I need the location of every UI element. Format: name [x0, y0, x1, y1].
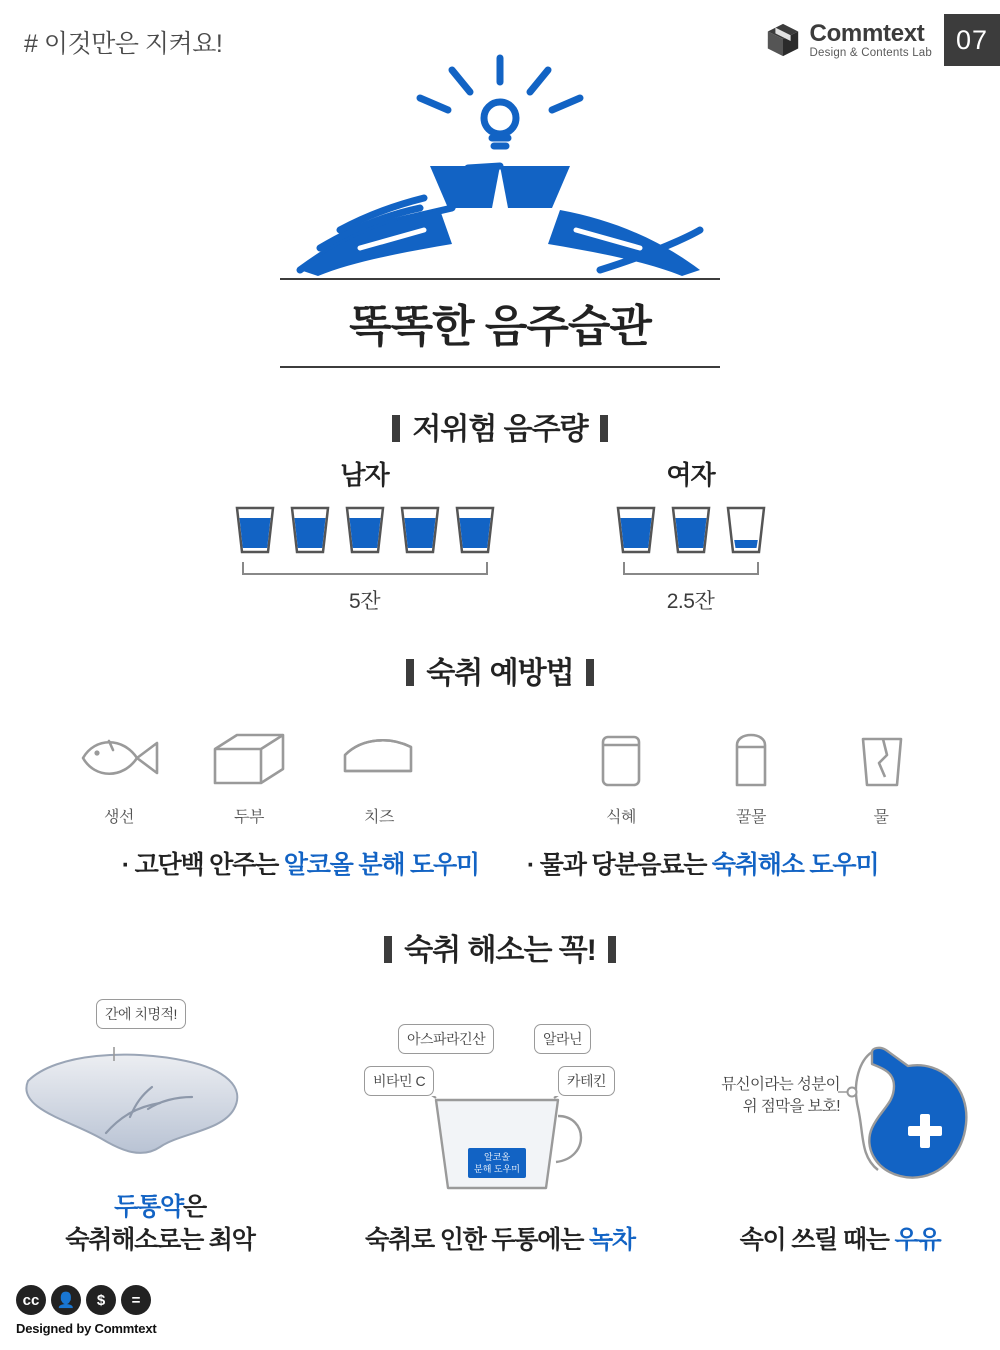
sikhye-can-icon: [575, 725, 667, 791]
title-block: [0, 278, 1000, 368]
glass-full-icon: [287, 504, 333, 556]
credit-text: Designed by Commtext: [16, 1321, 157, 1336]
svg-text:분해 도우미: 분해 도우미: [474, 1164, 520, 1174]
drink-label: 물: [873, 809, 889, 826]
caption-protein: [122, 845, 479, 881]
food-item: [333, 725, 425, 827]
cure-stomach-prefix: 속이 쓰릴 때는: [739, 1226, 895, 1254]
stomach-note-line2: 위 점막을 보호!: [742, 1098, 840, 1116]
men-group: [232, 455, 498, 615]
fish-icon: [73, 725, 165, 791]
glass-full-icon: [452, 504, 498, 556]
cheers-hands-icon: [0, 48, 1000, 278]
cc-nd-icon: =: [121, 1285, 151, 1315]
food-label: 치즈: [364, 809, 394, 826]
tofu-icon: [203, 725, 295, 791]
water-glass-icon: [835, 725, 927, 791]
low-risk-amounts: [0, 455, 1000, 615]
caption-drinks: [527, 845, 878, 881]
caption-protein-highlight: 알코올 분해 도우미: [283, 851, 479, 879]
cc-by-icon: 👤: [51, 1285, 81, 1315]
glass-full-icon: [342, 504, 388, 556]
food-item: [203, 725, 295, 827]
cure-liver-line2: 숙취해소로는 최악: [65, 1226, 255, 1254]
women-bracket: [621, 562, 761, 578]
glass-full-icon: [397, 504, 443, 556]
section-heading-cure-text: 숙취 해소는 꼭!: [404, 934, 596, 967]
cure-stomach-highlight: 우유: [894, 1226, 941, 1254]
cure-item-liver: [0, 985, 320, 1257]
cure-text-liver: [0, 1191, 320, 1257]
food-label: 두부: [234, 809, 264, 826]
honey-water-icon: [705, 725, 797, 791]
stomach-note: [680, 1074, 840, 1119]
cure-liver-rest: 은: [182, 1193, 206, 1221]
prevention-captions: [0, 845, 1000, 881]
glass-full-icon: [613, 504, 659, 556]
women-group: [613, 455, 769, 615]
page-number: 07: [944, 14, 1000, 66]
green-tea-art: [340, 1018, 660, 1218]
protein-food-group: [73, 725, 425, 827]
drink-item: [835, 725, 927, 827]
heading-bar-left: [406, 659, 414, 686]
men-amount: 5잔: [349, 590, 380, 613]
cure-text-stomach: [680, 1224, 1000, 1257]
title-rule-bottom: [280, 366, 720, 368]
section-heading-low-risk-text: 저위험 음주량: [412, 413, 588, 446]
tea-bubble-alanine: 알라닌: [534, 1024, 591, 1054]
men-label: 남자: [340, 460, 389, 490]
women-glass-row: [613, 504, 769, 556]
brand-name: Commtext: [809, 20, 925, 48]
heading-bar-left: [384, 936, 392, 963]
prevention-block: [0, 725, 1000, 881]
cure-liver-highlight: 두통약: [114, 1193, 183, 1221]
women-amount: 2.5잔: [666, 590, 715, 613]
tea-bubble-asparagine: 아스파라긴산: [398, 1024, 494, 1054]
food-label: 생선: [104, 809, 134, 826]
stomach-icon: [838, 1042, 988, 1207]
cure-tea-highlight: 녹차: [588, 1226, 635, 1254]
caption-protein-prefix: · 고단백 안주는: [121, 851, 284, 879]
cc-nc-icon: $: [86, 1285, 116, 1315]
cheese-icon: [333, 725, 425, 791]
caption-drinks-prefix: · 물과 당분음료는: [526, 851, 712, 879]
drink-label: 식혜: [606, 809, 636, 826]
glass-full-icon: [232, 504, 278, 556]
drink-item: [575, 725, 667, 827]
section-heading-prevention: [0, 648, 1000, 692]
drink-item: [705, 725, 797, 827]
liver-bubble: 간에 치명적!: [96, 999, 186, 1029]
women-label: 여자: [666, 460, 715, 490]
stomach-note-line1: 뮤신이라는 성분이: [721, 1076, 840, 1093]
drink-label: 꿀물: [736, 809, 766, 826]
men-glass-row: [232, 504, 498, 556]
page-title: 똑똑한 음주습관: [349, 302, 651, 351]
heading-bar-right: [600, 415, 608, 442]
cure-item-stomach: [680, 1018, 1000, 1257]
glass-full-icon: [668, 504, 714, 556]
cc-icon: cc: [16, 1285, 46, 1315]
section-heading-prevention-text: 숙취 예방법: [426, 657, 574, 690]
hashtag-label: # 이것만은 지켜요!: [24, 30, 223, 58]
heading-bar-right: [586, 659, 594, 686]
men-bracket: [240, 562, 490, 578]
hero-illustration: [0, 48, 1000, 278]
glass-half-icon: [723, 504, 769, 556]
svg-text:알코올: 알코올: [483, 1152, 511, 1162]
heading-bar-right: [608, 936, 616, 963]
section-heading-low-risk: [0, 404, 1000, 448]
cure-tea-prefix: 숙취로 인한 두통에는: [365, 1226, 589, 1254]
caption-drinks-highlight: 숙취해소 도우미: [711, 851, 879, 879]
food-item: [73, 725, 165, 827]
brand-tagline: Design & Contents Lab: [809, 46, 932, 59]
tea-bubble-catechin: 카테킨: [558, 1066, 615, 1096]
green-tea-cup-icon: [350, 1096, 650, 1216]
footer: [16, 1285, 156, 1336]
tea-bubble-vitamin-c: 비타민 C: [364, 1066, 434, 1096]
stomach-art: [680, 1018, 1000, 1218]
heading-bar-left: [392, 415, 400, 442]
creative-commons-marks: [16, 1285, 156, 1315]
liver-icon: [10, 1047, 310, 1177]
section-heading-cure: [0, 925, 1000, 969]
cure-block: [0, 985, 1000, 1257]
cure-item-green-tea: [340, 1018, 660, 1257]
cure-text-green-tea: [340, 1224, 660, 1257]
liver-art: [0, 985, 320, 1185]
drink-group: [575, 725, 927, 827]
